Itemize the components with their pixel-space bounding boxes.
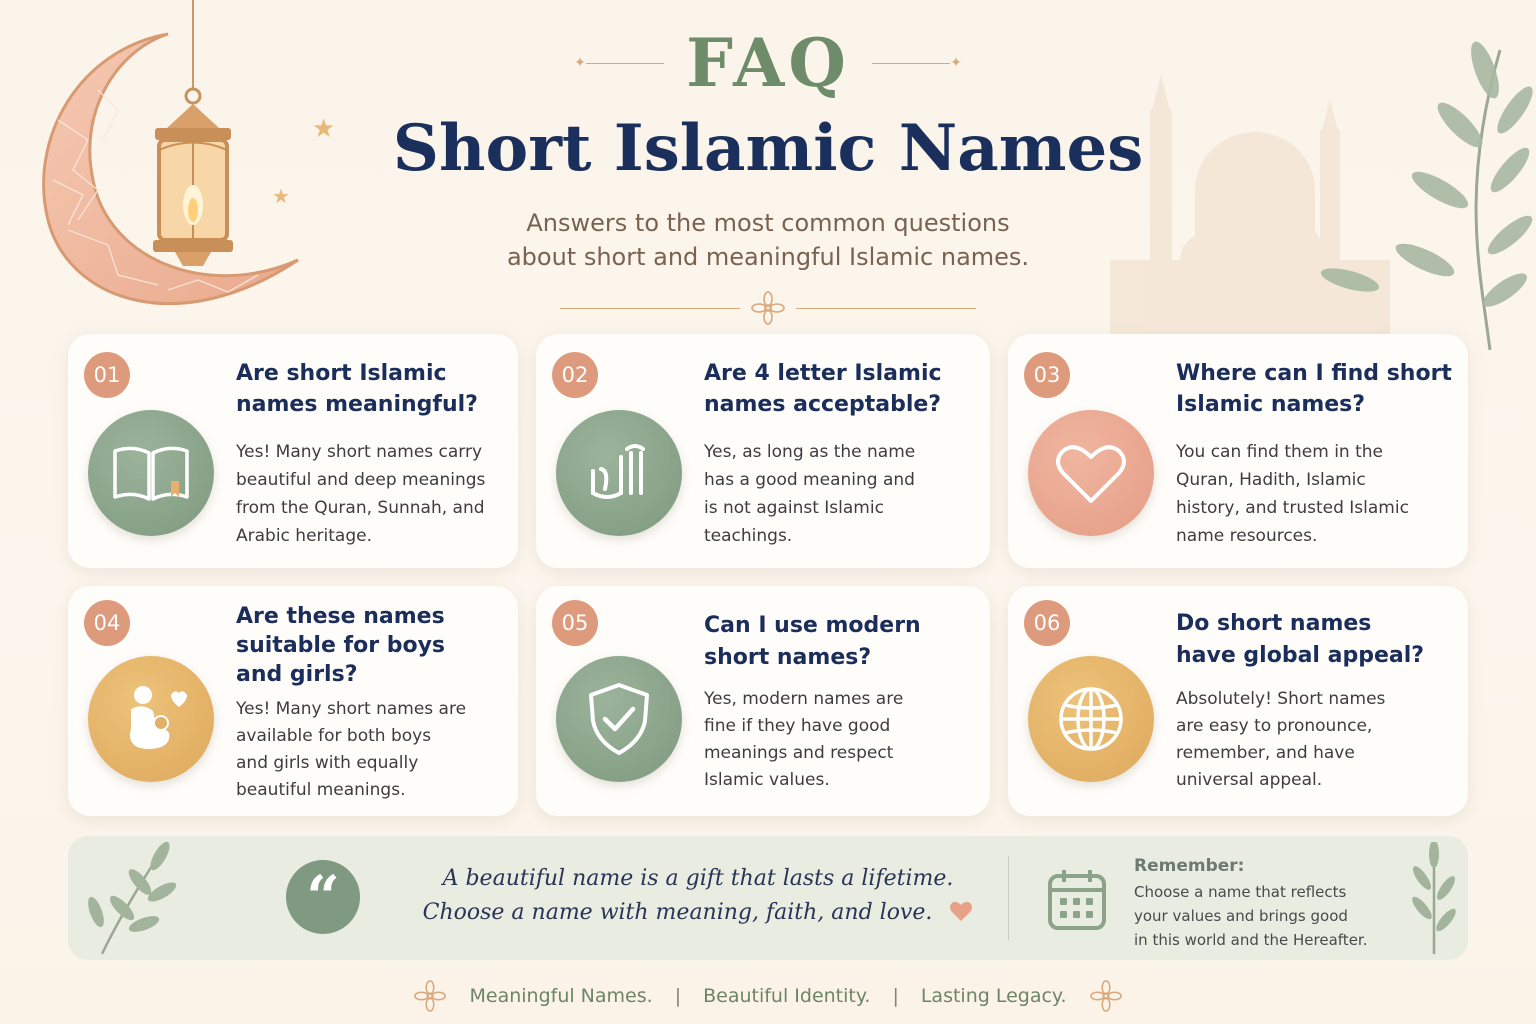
quote-line-2 <box>398 896 998 930</box>
footer-separator: | <box>892 985 899 1007</box>
heart-icon <box>949 900 973 922</box>
answer-line: are easy to pronounce, <box>1176 716 1373 736</box>
open-book-icon <box>109 431 193 515</box>
icon-badge <box>88 410 214 536</box>
quote-line: Choose a name with meaning, faith, and love. <box>422 900 933 925</box>
answer-line: name resources. <box>1176 526 1318 546</box>
subtitle-line: Answers to the most common questions <box>526 209 1010 237</box>
band-divider <box>1008 856 1009 940</box>
faq-answer <box>704 686 974 794</box>
page-subtitle <box>368 206 1168 274</box>
faq-card-05 <box>536 586 990 816</box>
calendar-icon <box>1046 866 1108 932</box>
answer-line: Absolutely! Short names <box>1176 689 1386 709</box>
quote-text <box>398 862 998 930</box>
remember-line: in this world and the Hereafter. <box>1134 931 1368 949</box>
subtitle-line: about short and meaningful Islamic names. <box>506 243 1030 271</box>
quote-mark-icon: “ <box>286 860 360 934</box>
answer-line: remember, and have <box>1176 743 1355 763</box>
answer-line: Yes! Many short names are <box>236 699 467 719</box>
answer-line: Yes, as long as the name <box>704 442 916 462</box>
answer-line: Arabic heritage. <box>236 526 372 546</box>
flower-ornament-icon <box>750 290 786 326</box>
question-line: short names? <box>704 645 872 670</box>
answer-line: Islamic values. <box>704 770 830 790</box>
faq-answer <box>236 696 506 804</box>
footer-item: Beautiful Identity. <box>703 985 871 1007</box>
footer-separator: | <box>674 985 682 1007</box>
star-icon: ★ <box>272 184 290 208</box>
faq-question <box>704 358 964 420</box>
answer-line: teachings. <box>704 526 793 546</box>
answer-line: from the Quran, Sunnah, and <box>236 498 485 518</box>
remember-title: Remember: <box>1134 856 1245 876</box>
faq-number-badge: 03 <box>1024 352 1070 398</box>
faq-question <box>704 610 964 674</box>
ornament-line: ✦ <box>574 55 664 71</box>
faq-answer <box>704 438 974 550</box>
page-header <box>368 22 1168 326</box>
quote-line: A beautiful name is a gift that lasts a lifetime. <box>442 866 954 891</box>
faq-number-badge: 05 <box>552 600 598 646</box>
faq-answer <box>236 438 506 550</box>
icon-badge <box>1028 656 1154 782</box>
answer-line: Yes, modern names are <box>704 689 904 709</box>
question-line: suitable for boys <box>236 633 446 658</box>
question-line: Where can I find short <box>1176 361 1452 386</box>
faq-answer <box>1176 438 1456 550</box>
footer-item: Meaningful Names. <box>469 985 653 1007</box>
icon-badge <box>88 656 214 782</box>
globe-icon <box>1049 677 1133 761</box>
answer-line: and girls with equally <box>236 753 419 773</box>
question-line: names meaningful? <box>236 392 478 417</box>
icon-badge <box>556 410 682 536</box>
answer-line: is not against Islamic <box>704 498 884 518</box>
faq-card-01 <box>68 334 518 568</box>
faq-number-badge: 01 <box>84 352 130 398</box>
lantern-icon <box>145 0 245 270</box>
header-divider <box>368 290 1168 326</box>
remember-line: your values and brings good <box>1134 907 1348 925</box>
footer-tagline <box>400 976 1136 1016</box>
faq-kicker: FAQ <box>686 24 850 102</box>
faq-kicker-row <box>368 22 1168 104</box>
faq-question <box>236 358 496 420</box>
question-line: Do short names <box>1176 611 1372 636</box>
icon-badge <box>1028 410 1154 536</box>
leaf-sprig-icon <box>1404 842 1464 954</box>
answer-line: Yes! Many short names carry <box>236 442 483 462</box>
faq-card-06 <box>1008 586 1468 816</box>
flower-ornament-icon <box>1089 979 1123 1013</box>
question-line: have global appeal? <box>1176 643 1425 668</box>
question-line: Are 4 letter Islamic <box>704 361 942 386</box>
heart-icon <box>1049 431 1133 515</box>
faq-question <box>1176 358 1456 420</box>
faq-card-04 <box>68 586 518 816</box>
question-line: Are these names <box>236 604 445 629</box>
parent-baby-icon <box>109 677 193 761</box>
answer-line: history, and trusted Islamic <box>1176 498 1409 518</box>
answer-line: has a good meaning and <box>704 470 915 490</box>
answer-line: available for both boys <box>236 726 432 746</box>
answer-line: beautiful and deep meanings <box>236 470 486 490</box>
answer-line: fine if they have good <box>704 716 891 736</box>
faq-question <box>1176 608 1456 672</box>
faq-question <box>236 602 496 689</box>
faq-card-03 <box>1008 334 1468 568</box>
star-icon: ★ <box>312 114 336 144</box>
faq-number-badge: 04 <box>84 600 130 646</box>
flower-ornament-icon <box>413 979 447 1013</box>
leaf-sprig-icon <box>82 842 182 954</box>
question-line: names acceptable? <box>704 392 942 417</box>
shield-check-icon <box>577 677 661 761</box>
remember-line: Choose a name that reflects <box>1134 883 1347 901</box>
allah-calligraphy-icon <box>577 431 661 515</box>
answer-line: beautiful meanings. <box>236 780 406 800</box>
answer-line: You can find them in the <box>1176 442 1383 462</box>
answer-line: universal appeal. <box>1176 770 1323 790</box>
icon-badge <box>556 656 682 782</box>
quote-banner <box>68 836 1468 960</box>
answer-line: Quran, Hadith, Islamic <box>1176 470 1366 490</box>
remember-body <box>1134 880 1404 952</box>
question-line: Can I use modern <box>704 613 921 638</box>
faq-card-02 <box>536 334 990 568</box>
faq-number-badge: 02 <box>552 352 598 398</box>
olive-branch-icon <box>1310 30 1536 350</box>
question-line: Islamic names? <box>1176 392 1366 417</box>
footer-item: Lasting Legacy. <box>920 985 1067 1007</box>
question-line: Are short Islamic <box>236 361 447 386</box>
faq-number-badge: 06 <box>1024 600 1070 646</box>
page-title: Short Islamic Names <box>392 111 1144 186</box>
faq-answer <box>1176 686 1446 794</box>
answer-line: meanings and respect <box>704 743 894 763</box>
question-line: and girls? <box>236 662 358 687</box>
ornament-line: ✦ <box>872 55 962 71</box>
